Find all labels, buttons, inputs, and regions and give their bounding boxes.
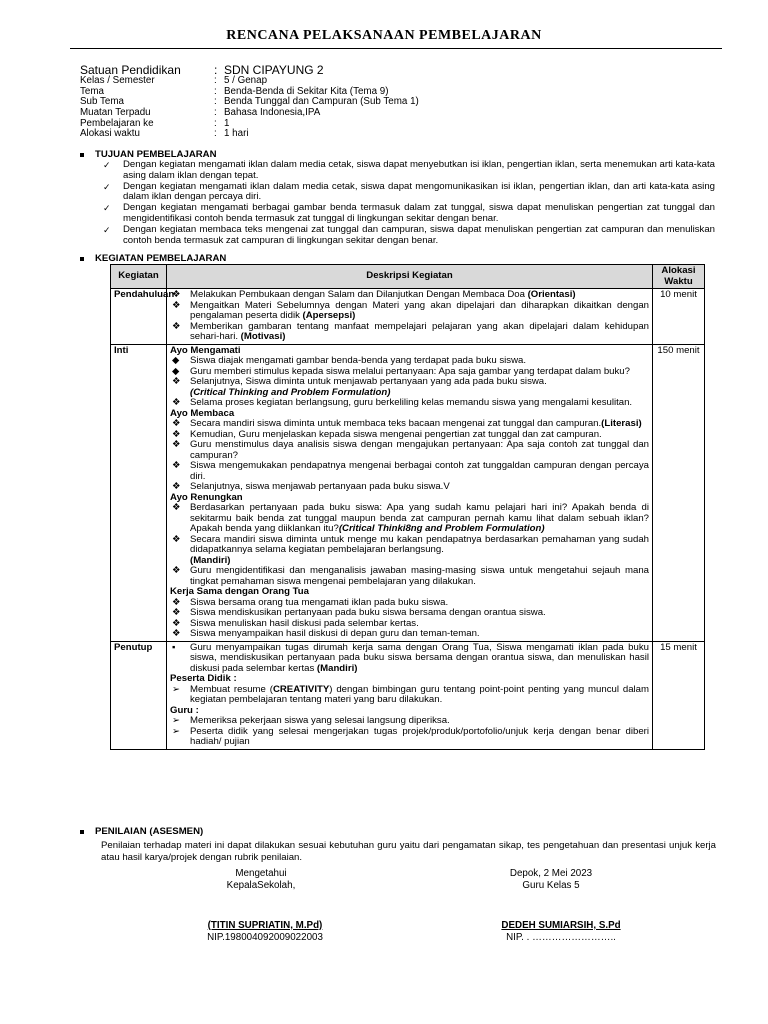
- subheading-guru: Guru :: [170, 704, 199, 716]
- diamond-bullet-icon: ❖: [172, 439, 181, 450]
- item-tag: (Critical Thinking and Problem Formulation): [190, 386, 391, 398]
- checkmark-icon: ✓: [103, 160, 111, 170]
- list-item: [170, 566, 649, 587]
- item-tag: (Literasi): [601, 418, 642, 429]
- diamond-bullet-icon: ❖: [172, 460, 181, 471]
- list-item: [170, 440, 649, 461]
- document-title: RENCANA PELAKSANAAN PEMBELAJARAN: [226, 28, 542, 43]
- diamond-bullet-icon: ❖: [172, 502, 181, 513]
- item-tag: CREATIVITY: [272, 683, 330, 695]
- diamond-bullet-icon: ❖: [172, 533, 181, 545]
- item-tag: (Mandiri): [316, 662, 358, 674]
- item-tag: (Apersepsi): [302, 310, 356, 321]
- item-text: Guru menstimulus daya analisis siswa dengan mengajukan pertanyaan: Apa saja contoh zat tunggal dan campuran?: [190, 439, 649, 461]
- arrow-bullet-icon: ➢: [172, 715, 181, 726]
- list-item: [170, 643, 649, 675]
- goal-text: Dengan kegiatan mengamati berbagai gambar benda termasuk dalam zat tunggal, siswa dapat menuliskan pengertian zat tunggal dan mengidentifikasi contoh benda termasuk zat tunggal di lingkungan sekitar dengan benar.: [123, 202, 715, 224]
- checkmark-icon: ✓: [103, 224, 111, 235]
- signature-right-line2: Guru Kelas 5: [522, 879, 580, 891]
- signature-left-line2: KepalaSekolah,: [226, 879, 296, 891]
- goal-item: [103, 203, 715, 225]
- row-time-penutup: 15 menit: [653, 641, 705, 749]
- identity-block: [80, 64, 419, 140]
- row-time-pendahuluan: 10 menit: [653, 289, 705, 345]
- list-item: [170, 503, 649, 535]
- list-item: [170, 398, 649, 409]
- row-label-inti: Inti: [111, 344, 167, 641]
- item-text: Siswa mengemukakan pendapatnya mengenai berbagai contoh zat tunggaldan campuran dengan percaya diri.: [190, 460, 649, 482]
- diamond-bullet-icon: ❖: [172, 418, 181, 429]
- identity-value: SDN CIPAYUNG 2: [224, 63, 324, 77]
- header-alokasi: Alokasi Waktu: [653, 265, 705, 289]
- item-text: Mengaitkan Materi Sebelumnya dengan Materi yang akan dipelajari dan diharapkan dikaitkan dengan pengalaman peserta didik: [190, 299, 649, 321]
- diamond-bullet-icon: ❖: [172, 628, 181, 639]
- list-item: [170, 482, 649, 493]
- list-item: [170, 608, 649, 619]
- checkmark-icon: ✓: [103, 203, 111, 214]
- identity-colon: :: [214, 75, 217, 86]
- square-bullet-icon: [80, 257, 84, 261]
- signature-right: [486, 868, 616, 891]
- row-desc-inti: [167, 344, 653, 641]
- item-text: Siswa menuliskan hasil diskusi pada selembar kertas.: [190, 617, 419, 629]
- item-text: Memberikan gambaran tentang manfaat mempelajari pelajaran yang akan dipelajari dalam kehidupan sehari-hari.: [190, 320, 649, 342]
- activities-heading-text: KEGIATAN PEMBELAJARAN: [95, 253, 227, 264]
- list-item: [170, 322, 649, 343]
- identity-value: Bahasa Indonesia,IPA: [224, 107, 321, 119]
- identity-value: Benda Tunggal dan Campuran (Sub Tema 1): [224, 96, 419, 108]
- identity-label: Tema: [80, 85, 104, 97]
- signature-left-name: (TITIN SUPRIATIN, M.Pd): [207, 920, 323, 931]
- activities-heading: [80, 253, 226, 264]
- item-text: Selama proses kegiatan berlangsung, guru berkeliling kelas memandu siswa yang mengalami kesulitan.: [190, 397, 633, 408]
- diamond-bullet-icon: ❖: [172, 607, 181, 618]
- list-item: [170, 356, 649, 367]
- item-tag: (Motivasi): [240, 331, 286, 342]
- diamond-bullet-icon: ❖: [172, 596, 181, 608]
- identity-label: Kelas / Semester: [80, 75, 155, 86]
- signature-right-name: DEDEH SUMIARSIH, S.Pd: [501, 920, 621, 931]
- item-text: ) dengan bimbingan guru tentang point-point penting yang muncul dalam kegiatan pembelajaran tentang materi yang baru dilakukan.: [190, 683, 649, 705]
- subheading-ayo-renungkan: Ayo Renungkan: [170, 491, 243, 503]
- identity-colon: :: [214, 63, 218, 77]
- assessment-heading: [80, 826, 716, 837]
- list-item: [170, 535, 649, 567]
- assessment-section: [80, 826, 716, 863]
- identity-label: Sub Tema: [80, 96, 124, 108]
- item-text: Kemudian, Guru menjelaskan kepada siswa mengenai pengertian zat tunggal dan zat campuran.: [190, 428, 602, 440]
- diamond-bullet-icon: ❖: [172, 617, 181, 629]
- list-item: [170, 461, 649, 482]
- row-desc-penutup: [167, 641, 653, 749]
- list-item: [170, 419, 649, 430]
- row-desc-pendahuluan: [167, 289, 653, 345]
- table-row: [111, 641, 705, 749]
- identity-row: [80, 129, 419, 140]
- signature-left: [196, 868, 326, 891]
- goal-text: Dengan kegiatan mengamati iklan dalam media cetak, siswa dapat mengomunikasikan isi iklan, pengertian iklan, dan arti kata-kata asing dalam iklan dengan percaya diri.: [123, 180, 715, 203]
- diamond-bullet-icon: ❖: [172, 481, 181, 492]
- item-text: Secara mandiri siswa diminta untuk menge mu kakan pendapatnya berdasarkan pemahaman yang sudah didapatkannya selama kegiatan pembelajaran berlangsung.: [190, 533, 649, 555]
- list-item: [170, 685, 649, 706]
- identity-value: 1 hari: [224, 128, 249, 140]
- title-rule: [70, 48, 722, 49]
- item-tag: (Mandiri): [190, 554, 231, 566]
- table-row: [111, 344, 705, 641]
- item-tag: (Critical Thinki8ng and Problem Formulation): [338, 523, 545, 534]
- row-label-pendahuluan: Pendahuluan: [111, 289, 167, 345]
- diamond-bullet-icon: ◆: [172, 355, 180, 366]
- list-item: [170, 301, 649, 322]
- item-text: Guru memberi stimulus kepada siswa melalui pertanyaan: Apa saja gambar yang terdapat dalam buku?: [190, 365, 630, 377]
- item-tag: (Orientasi): [527, 289, 576, 300]
- arrow-bullet-icon: ➢: [172, 725, 181, 737]
- assessment-text: Penilaian terhadap materi ini dapat dilakukan sesuai kebutuhan guru yaitu dari pengamatan sikap, tes pengetahuan dan presentasi unjuk kerja atau hasil karya/projek dengan rubrik penilaian.: [101, 840, 716, 863]
- list-item: [170, 727, 649, 748]
- goal-text: Dengan kegiatan mengamati iklan dalam media cetak, siswa dapat menyebutkan isi iklan, pengertian iklan, serta menemukan arti kata-kata asing dalam iklan dengan tepat.: [123, 159, 715, 181]
- row-label-penutup: Penutup: [111, 641, 167, 749]
- identity-colon: :: [214, 117, 217, 129]
- list-item: [170, 377, 649, 398]
- identity-value: 5 / Genap: [224, 75, 268, 86]
- item-text: Selanjutnya, siswa menjawab pertanyaan pada buku siswa.V: [190, 481, 450, 492]
- goals-list: [103, 160, 715, 246]
- list-item: [170, 629, 649, 640]
- item-text: Siswa menyampaikan hasil diskusi di depan guru dan teman-teman.: [190, 628, 480, 639]
- item-text: Secara mandiri siswa diminta untuk membaca teks bacaan mengenai zat tunggal dan campuran.: [190, 418, 602, 429]
- list-item: [170, 716, 649, 727]
- identity-label: Satuan Pendidikan: [80, 63, 181, 77]
- diamond-bullet-icon: ❖: [172, 320, 181, 332]
- square-bullet-icon: [80, 153, 84, 157]
- identity-value: Benda-Benda di Sekitar Kita (Tema 9): [224, 85, 389, 97]
- identity-label: Pembelajaran ke: [80, 117, 154, 129]
- item-text: Guru menyampaikan tugas dirumah kerja sama dengan Orang Tua, Siswa mengamati iklan pada buku siswa, mendiskusikan pertanyaan pada buku siswa bersama dengan orantua siswa, dan menuliskan hasil diskusi pada selembar kertas: [190, 641, 649, 674]
- diamond-bullet-icon: ❖: [172, 376, 181, 387]
- arrow-bullet-icon: ➢: [172, 683, 181, 695]
- signature-left-nip: NIP.198004092009022003: [207, 931, 323, 943]
- square-bullet-icon: [80, 830, 84, 834]
- diamond-bullet-icon: ◆: [172, 365, 180, 377]
- identity-colon: :: [214, 96, 217, 108]
- signature-left-line1: Mengetahui: [235, 868, 287, 879]
- table-header-row: [111, 265, 705, 289]
- diamond-bullet-icon: ❖: [172, 299, 181, 311]
- item-text: Membuat resume (: [190, 683, 273, 695]
- goal-item: [103, 225, 715, 247]
- diamond-bullet-icon: ❖: [172, 289, 181, 300]
- identity-colon: :: [214, 85, 217, 97]
- goal-item: [103, 182, 715, 204]
- header-kegiatan: Kegiatan: [111, 265, 167, 289]
- item-text: Peserta didik yang selesai mengerjakan tugas projek/produk/portofolio/unjuk kerja dengan benar diberi hadiah/ pujian: [190, 725, 649, 747]
- diamond-bullet-icon: ❖: [172, 428, 181, 440]
- subheading-kerja-sama: Kerja Sama dengan Orang Tua: [170, 586, 309, 597]
- identity-colon: :: [214, 128, 217, 140]
- subheading-ayo-mengamati: Ayo Mengamati: [170, 344, 241, 356]
- item-text: Siswa mendiskusikan pertanyaan pada buku siswa bersama dengan orantua siswa.: [190, 607, 546, 618]
- item-text: Melakukan Pembukaan dengan Salam dan Dilanjutkan Dengan Membaca Doa: [190, 289, 525, 300]
- subheading-ayo-membaca: Ayo Membaca: [170, 407, 235, 419]
- goals-heading-text: TUJUAN PEMBELAJARAN: [95, 149, 217, 160]
- goal-item: [103, 160, 715, 182]
- signature-left-name-block: [180, 920, 350, 943]
- identity-colon: :: [214, 107, 217, 119]
- item-text: Siswa diajak mengamati gambar benda-benda yang terdapat pada buku siswa.: [190, 355, 526, 366]
- activities-table: [110, 264, 705, 750]
- identity-value: 1: [224, 117, 230, 129]
- assessment-heading-text: PENILAIAN (ASESMEN): [95, 826, 204, 837]
- row-time-inti: 150 menit: [653, 344, 705, 641]
- item-text: Siswa bersama orang tua mengamati iklan pada buku siswa.: [190, 596, 449, 608]
- identity-label: Alokasi waktu: [80, 128, 140, 140]
- signature-right-name-block: [476, 920, 646, 943]
- checkmark-icon: ✓: [103, 181, 111, 192]
- goal-text: Dengan kegiatan membaca teks mengenai zat tunggal dan campuran, siswa dapat menuliskan pengertian zat campuran dan menuliskan contoh benda termasuk zat campuran di lingkungan sekitar dengan benar.: [123, 223, 715, 246]
- subheading-peserta-didik: Peserta Didik :: [170, 673, 237, 684]
- signature-right-line1: Depok, 2 Mei 2023: [509, 868, 593, 879]
- header-deskripsi: Deskripsi Kegiatan: [167, 265, 653, 289]
- item-text: Memeriksa pekerjaan siswa yang selesai langsung diperiksa.: [190, 715, 450, 726]
- table-row: [111, 289, 705, 345]
- item-text: Guru mengidentifikasi dan menganalisis jawaban masing-masing siswa untuk mengetahui sejauh mana tingkat pemahaman siswa mengenai pembelajaran yang dilakukan.: [190, 565, 649, 587]
- signature-right-nip: NIP. . ……………………..: [506, 931, 616, 943]
- item-text: Selanjutnya, Siswa diminta untuk menjawab pertanyaan yang ada pada buku siswa.: [190, 376, 547, 387]
- diamond-bullet-icon: ❖: [172, 565, 181, 576]
- square-bullet-icon: ▪: [172, 641, 176, 653]
- identity-label: Muatan Terpadu: [80, 107, 151, 119]
- item-text: Berdasarkan pertanyaan pada buku siswa: Apa yang sudah kamu pelajari hari ini? Apakah benda di sekitarmu baik benda zat tunggal maupun benda zat campuran pernah kamu lihat dalam sebuah iklan? Apakah benda yang diiklankan itu?: [190, 502, 649, 534]
- diamond-bullet-icon: ❖: [172, 397, 181, 408]
